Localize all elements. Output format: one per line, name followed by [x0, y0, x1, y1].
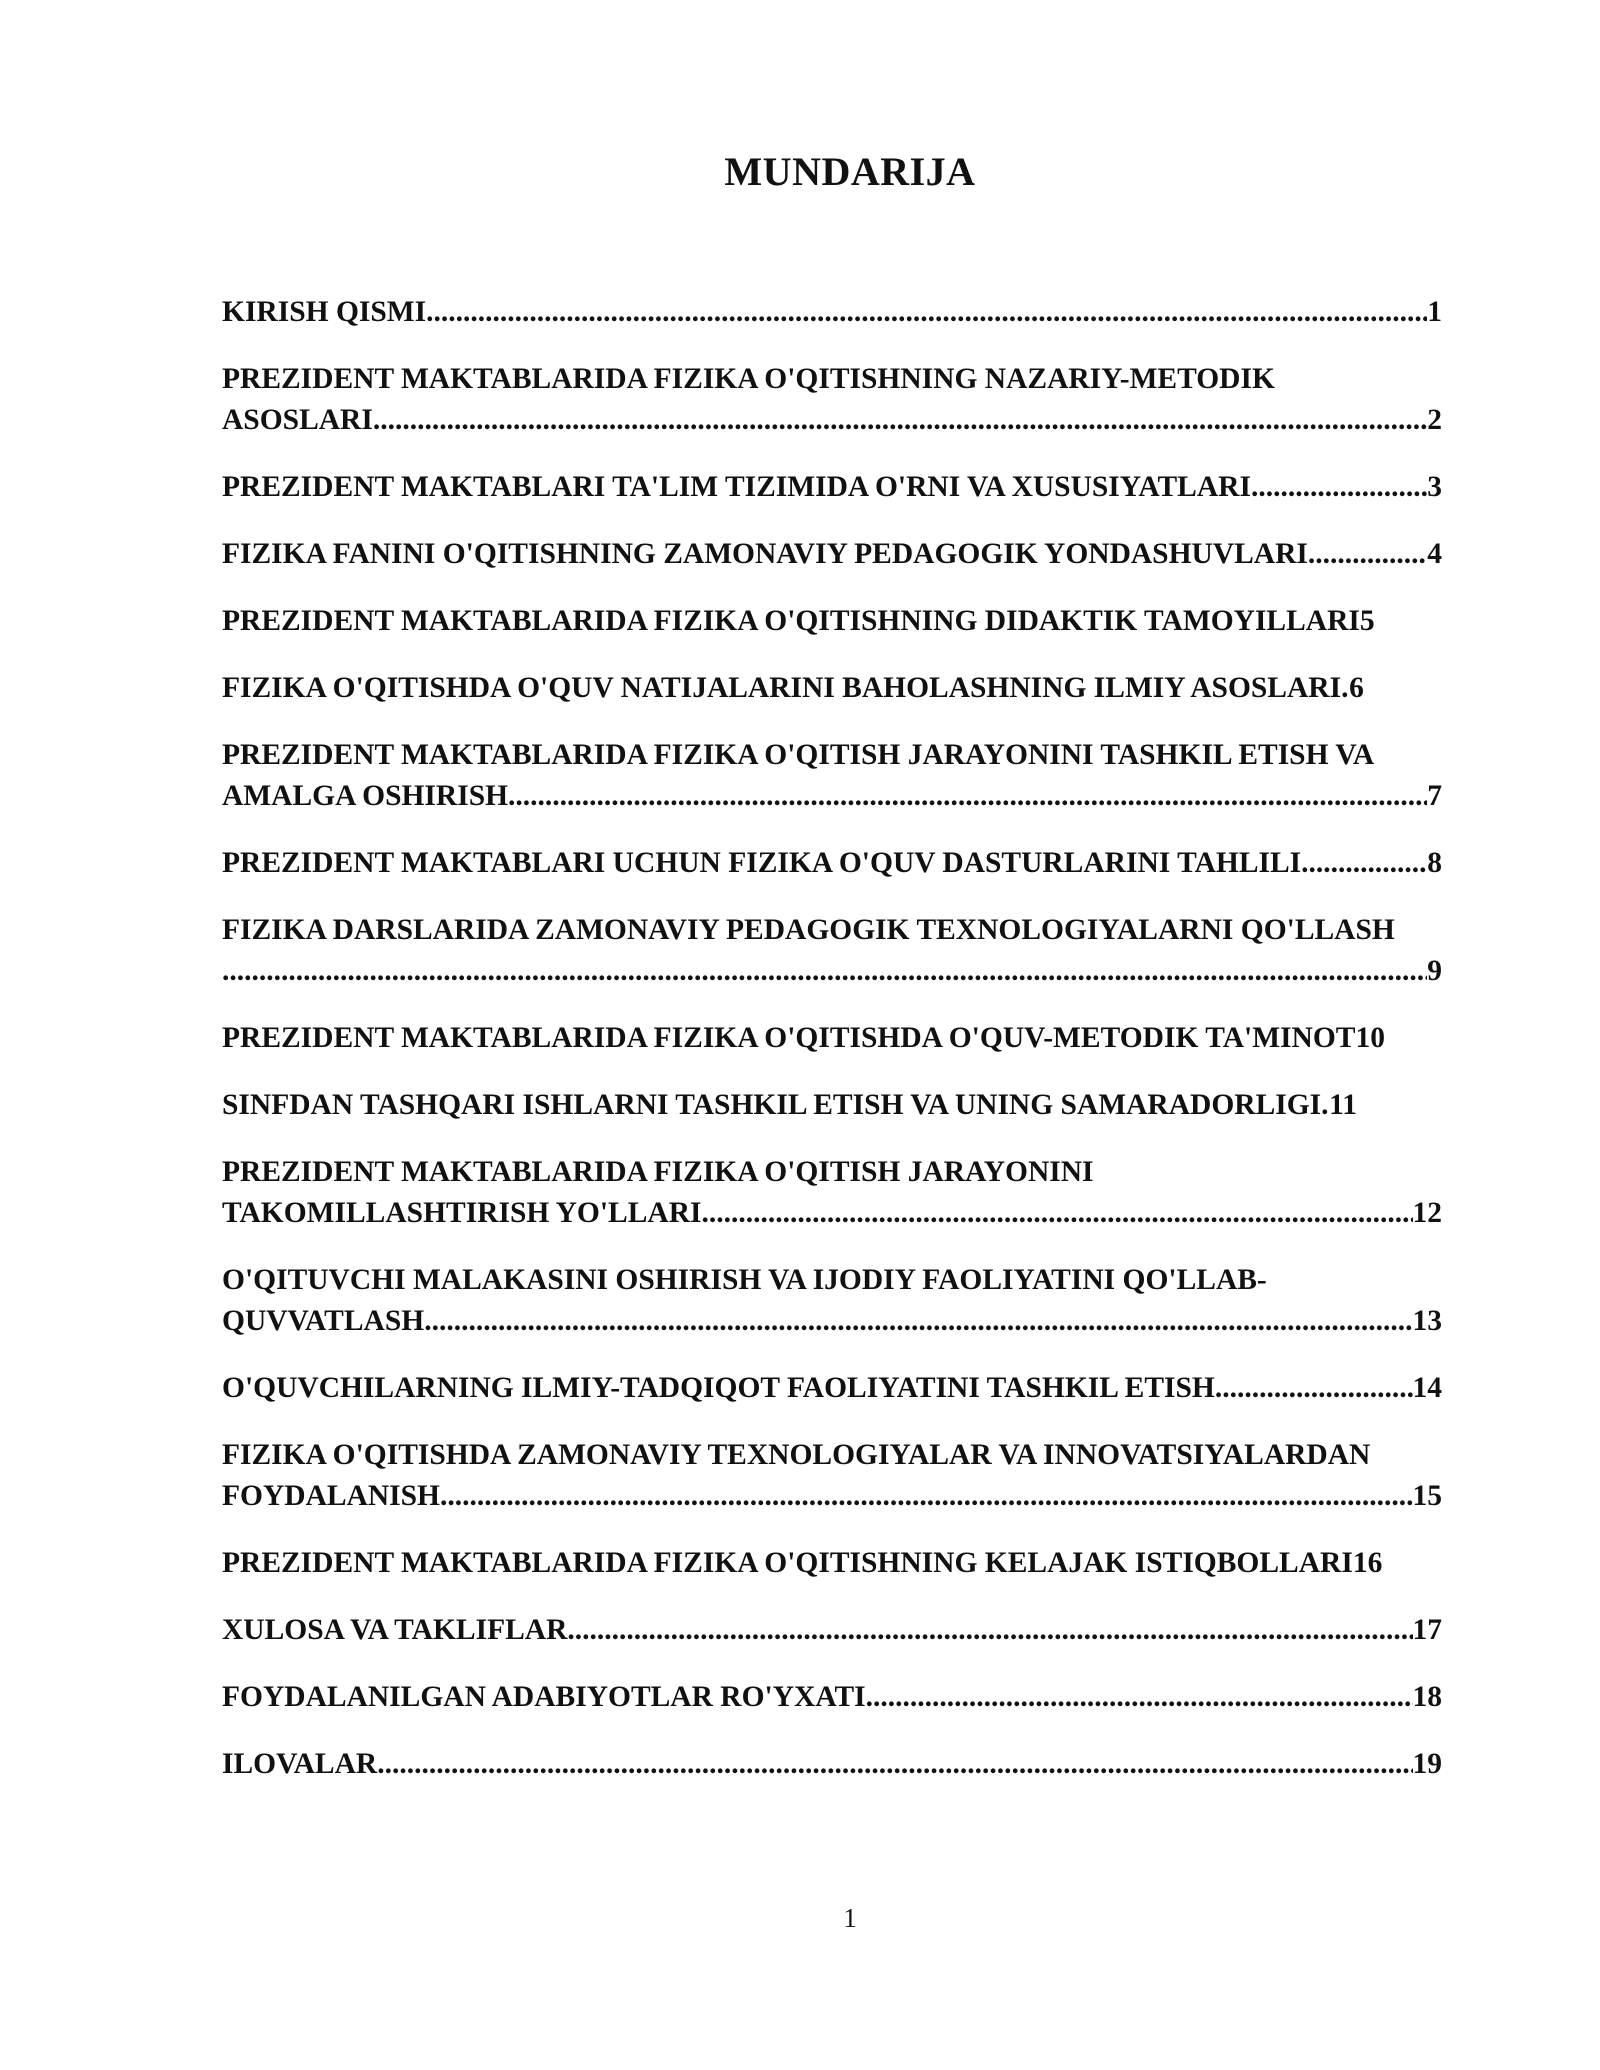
toc-entry-title: FOYDALANILGAN ADABIYOTLAR RO'YXATI	[222, 1681, 866, 1713]
page-number: 1	[843, 1903, 857, 1933]
dot-leader	[1251, 467, 1427, 508]
toc-entry-title-line1: O'QITUVCHI MALAKASINI OSHIRISH VA IJODIY FAOLIYATINI QO'LLAB-	[222, 1264, 1267, 1296]
toc-entry-title: PREZIDENT MAKTABLARIDA FIZIKA O'QITISHDA O'QUV-METODIK TA'MINOT	[222, 1022, 1356, 1054]
toc-entry[interactable]	[222, 1018, 1480, 1059]
toc-entry[interactable]	[222, 1677, 1480, 1718]
toc-entry-page: 2	[1427, 404, 1442, 436]
page-title: MUNDARIJA	[724, 149, 976, 194]
toc-entry[interactable]	[222, 910, 1480, 992]
dot-leader	[424, 1301, 1412, 1342]
toc-entry[interactable]	[222, 843, 1480, 884]
toc-entry-page: 7	[1427, 780, 1442, 812]
dot-leader	[377, 1744, 1412, 1785]
toc-entry-page: 17	[1412, 1614, 1442, 1646]
toc-entry-page: 10	[1355, 1022, 1385, 1054]
dot-leader	[373, 400, 1427, 441]
toc-entry-page: 14	[1412, 1372, 1442, 1404]
toc-entry[interactable]	[222, 1744, 1480, 1785]
dot-leader	[1301, 843, 1427, 884]
toc-entry-page: 3	[1427, 471, 1442, 503]
toc-entry-title-line1: FIZIKA O'QITISHDA ZAMONAVIY TEXNOLOGIYALAR VA INNOVATSIYALARDAN	[222, 1439, 1371, 1471]
toc-entry-title: KIRISH QISMI	[222, 296, 427, 328]
toc-entry-title: XULOSA VA TAKLIFLAR	[222, 1614, 568, 1646]
toc-entry-title: SINFDAN TASHQARI ISHLARNI TASHKIL ETISH VA UNING SAMARADORLIGI	[222, 1089, 1322, 1121]
toc-entry-page: 11	[1329, 1089, 1358, 1121]
dot-leader	[508, 776, 1427, 817]
toc-entry-title: ILOVALAR	[222, 1748, 378, 1780]
toc-entry[interactable]	[222, 735, 1480, 817]
toc-entry-title: QUVVATLASH	[222, 1305, 425, 1337]
dot-leader	[1321, 1085, 1329, 1126]
dot-leader	[426, 292, 1427, 333]
dot-leader	[567, 1610, 1412, 1651]
toc-entry-title: FIZIKA FANINI O'QITISHNING ZAMONAVIY PEDAGOGIK YONDASHUVLARI	[222, 538, 1308, 570]
toc-entry[interactable]	[222, 1260, 1480, 1342]
toc-entry-title: O'QUVCHILARNING ILMIY-TADQIQOT FAOLIYATINI TASHKIL ETISH	[222, 1372, 1215, 1404]
toc-entry-title: TAKOMILLASHTIRISH YO'LLARI	[222, 1197, 702, 1229]
toc-entry-title-line1: PREZIDENT MAKTABLARIDA FIZIKA O'QITISHNING NAZARIY-METODIK	[222, 363, 1275, 395]
toc-entry-page: 9	[1427, 955, 1442, 987]
toc-entry[interactable]	[222, 1435, 1480, 1517]
toc-entry-title: FIZIKA O'QITISHDA O'QUV NATIJALARINI BAHOLASHNING ILMIY ASOSLARI	[222, 672, 1342, 704]
toc-entry-page: 6	[1349, 672, 1364, 704]
toc-entry-title-line1: PREZIDENT MAKTABLARIDA FIZIKA O'QITISH JARAYONINI	[222, 1156, 1094, 1188]
dot-leader	[440, 1476, 1413, 1517]
toc-entry[interactable]	[222, 668, 1480, 709]
toc-entry-page: 5	[1359, 605, 1375, 637]
toc-entry[interactable]	[222, 601, 1480, 642]
toc-entry[interactable]	[222, 534, 1480, 575]
table-of-contents	[222, 292, 1480, 1811]
toc-entry[interactable]	[222, 1543, 1480, 1584]
toc-entry-title-line1: PREZIDENT MAKTABLARIDA FIZIKA O'QITISH JARAYONINI TASHKIL ETISH VA	[222, 739, 1375, 771]
toc-entry-page: 15	[1412, 1480, 1442, 1512]
toc-entry-page: 13	[1412, 1305, 1442, 1337]
toc-entry-title-line1: FIZIKA DARSLARIDA ZAMONAVIY PEDAGOGIK TEXNOLOGIYALARNI QO'LLASH	[222, 914, 1395, 946]
dot-leader	[1341, 668, 1349, 709]
dot-leader	[701, 1193, 1412, 1234]
toc-entry-title: PREZIDENT MAKTABLARIDA FIZIKA O'QITISHNING KELAJAK ISTIQBOLLARI	[222, 1547, 1353, 1579]
toc-entry-page: 4	[1427, 538, 1442, 570]
toc-entry-page: 1	[1427, 296, 1442, 328]
toc-entry-title: AMALGA OSHIRISH	[222, 780, 509, 812]
toc-entry-page: 8	[1427, 847, 1442, 879]
dot-leader	[1308, 534, 1427, 575]
toc-entry-title: PREZIDENT MAKTABLARI TA'LIM TIZIMIDA O'RNI VA XUSUSIYATLARI	[222, 471, 1251, 503]
toc-entry-title: FOYDALANISH	[222, 1480, 440, 1512]
toc-entry-title: PREZIDENT MAKTABLARI UCHUN FIZIKA O'QUV DASTURLARINI TAHLILI	[222, 847, 1302, 879]
toc-entry[interactable]	[222, 292, 1480, 333]
toc-entry[interactable]	[222, 1085, 1480, 1126]
toc-entry[interactable]	[222, 467, 1480, 508]
toc-entry-page: 12	[1412, 1197, 1442, 1229]
toc-entry[interactable]	[222, 1610, 1480, 1651]
dot-leader	[866, 1677, 1413, 1718]
toc-entry-page: 19	[1412, 1748, 1442, 1780]
toc-entry[interactable]	[222, 359, 1480, 441]
dot-leader	[1215, 1368, 1413, 1409]
toc-entry[interactable]	[222, 1152, 1480, 1234]
toc-entry-title: PREZIDENT MAKTABLARIDA FIZIKA O'QITISHNING DIDAKTIK TAMOYILLARI	[222, 605, 1360, 637]
toc-entry-page: 18	[1412, 1681, 1442, 1713]
toc-entry-title: ASOSLARI	[222, 404, 373, 436]
dot-leader	[222, 951, 1427, 992]
toc-entry[interactable]	[222, 1368, 1480, 1409]
toc-entry-page: 16	[1352, 1547, 1383, 1579]
